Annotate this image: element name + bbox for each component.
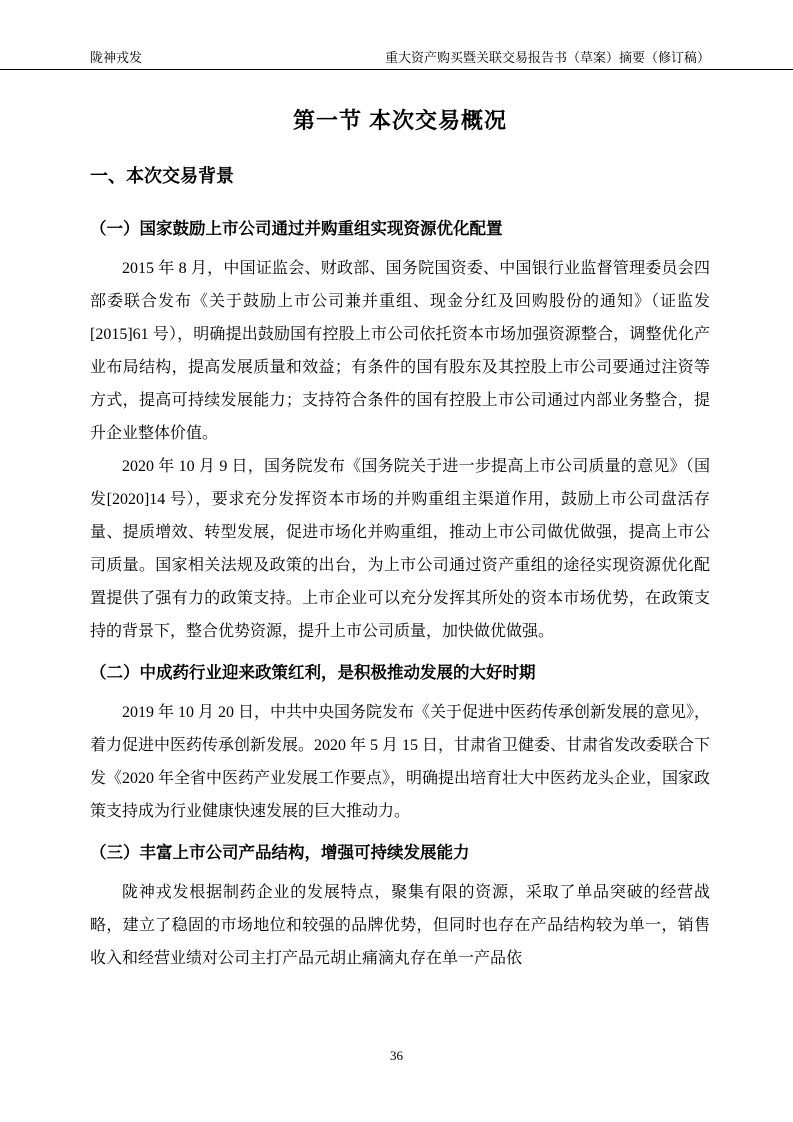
- section-heading-1: 一、本次交易背景: [90, 166, 234, 186]
- chapter-title: 第一节 本次交易概况: [292, 108, 508, 133]
- page-header: [0, 0, 793, 70]
- page-number: 36: [390, 1048, 403, 1063]
- subsection-heading-2: （二）中成药行业迎来政策红利，是积极推动发展的大好时期: [90, 664, 536, 682]
- paragraph: 陇神戎发根据制药企业的发展特点，聚集有限的资源，采取了单品突破的经营战略，建立了稳固的市场地位和较强的品牌优势，但同时也存在产品结构较为单一，销售收入和经营业绩对公司主打产品元胡止痛滴丸存在单一产品依: [90, 884, 710, 967]
- header-company-name: 陇神戎发: [90, 50, 143, 65]
- paragraph: 2019 年 10 月 20 日，中共中央国务院发布《关于促进中医药传承创新发展的意见》，着力促进中医药传承创新发展。2020 年 5 月 15 日，甘肃省卫健委、甘肃省发改委联合下发《2020 年全省中医药产业发展工作要点》，明确提出培育壮大中医药龙头企业，国家政策支持成为行业健康快速发展的巨大推动力。: [90, 704, 711, 820]
- paragraph: 2015 年 8 月，中国证监会、财政部、国务院国资委、中国银行业监督管理委员会四部委联合发布《关于鼓励上市公司兼并重组、现金分红及回购股份的通知》（证监发[2015]61 号），明确提出鼓励国有控股上市公司依托资本市场加强资源整合，调整优化产业布局结构，提高发展质量和效益；有条件的国有股东及其控股上市公司要通过注资等方式，提高可持续发展能力；支持符合条件的国有控股上市公司通过内部业务整合，提升企业整体价值。: [90, 260, 710, 442]
- paragraph: 2020 年 10 月 9 日，国务院发布《国务院关于进一步提高上市公司质量的意见》（国发[2020]14 号），要求充分发挥资本市场的并购重组主渠道作用，鼓励上市公司盘活存量、提质增效、转型发展，促进市场化并购重组，推动上市公司做优做强，提高上市公司质量。国家相关法规及政策的出台，为上市公司通过资产重组的途径实现资源优化配置提供了强有力的政策支持。上市企业可以充分发挥其所处的资本市场优势，在政策支持的背景下，整合优势资源，提升上市公司质量，加快做优做强。: [90, 458, 710, 640]
- subsection-heading-3: （三）丰富上市公司产品结构，增强可持续发展能力: [90, 844, 470, 862]
- header-document-title: 重大资产购买暨关联交易报告书（草案）摘要（修订稿）: [384, 50, 710, 65]
- subsection-heading-1: （一）国家鼓励上市公司通过并购重组实现资源优化配置: [90, 220, 503, 238]
- page-body: [0, 106, 793, 975]
